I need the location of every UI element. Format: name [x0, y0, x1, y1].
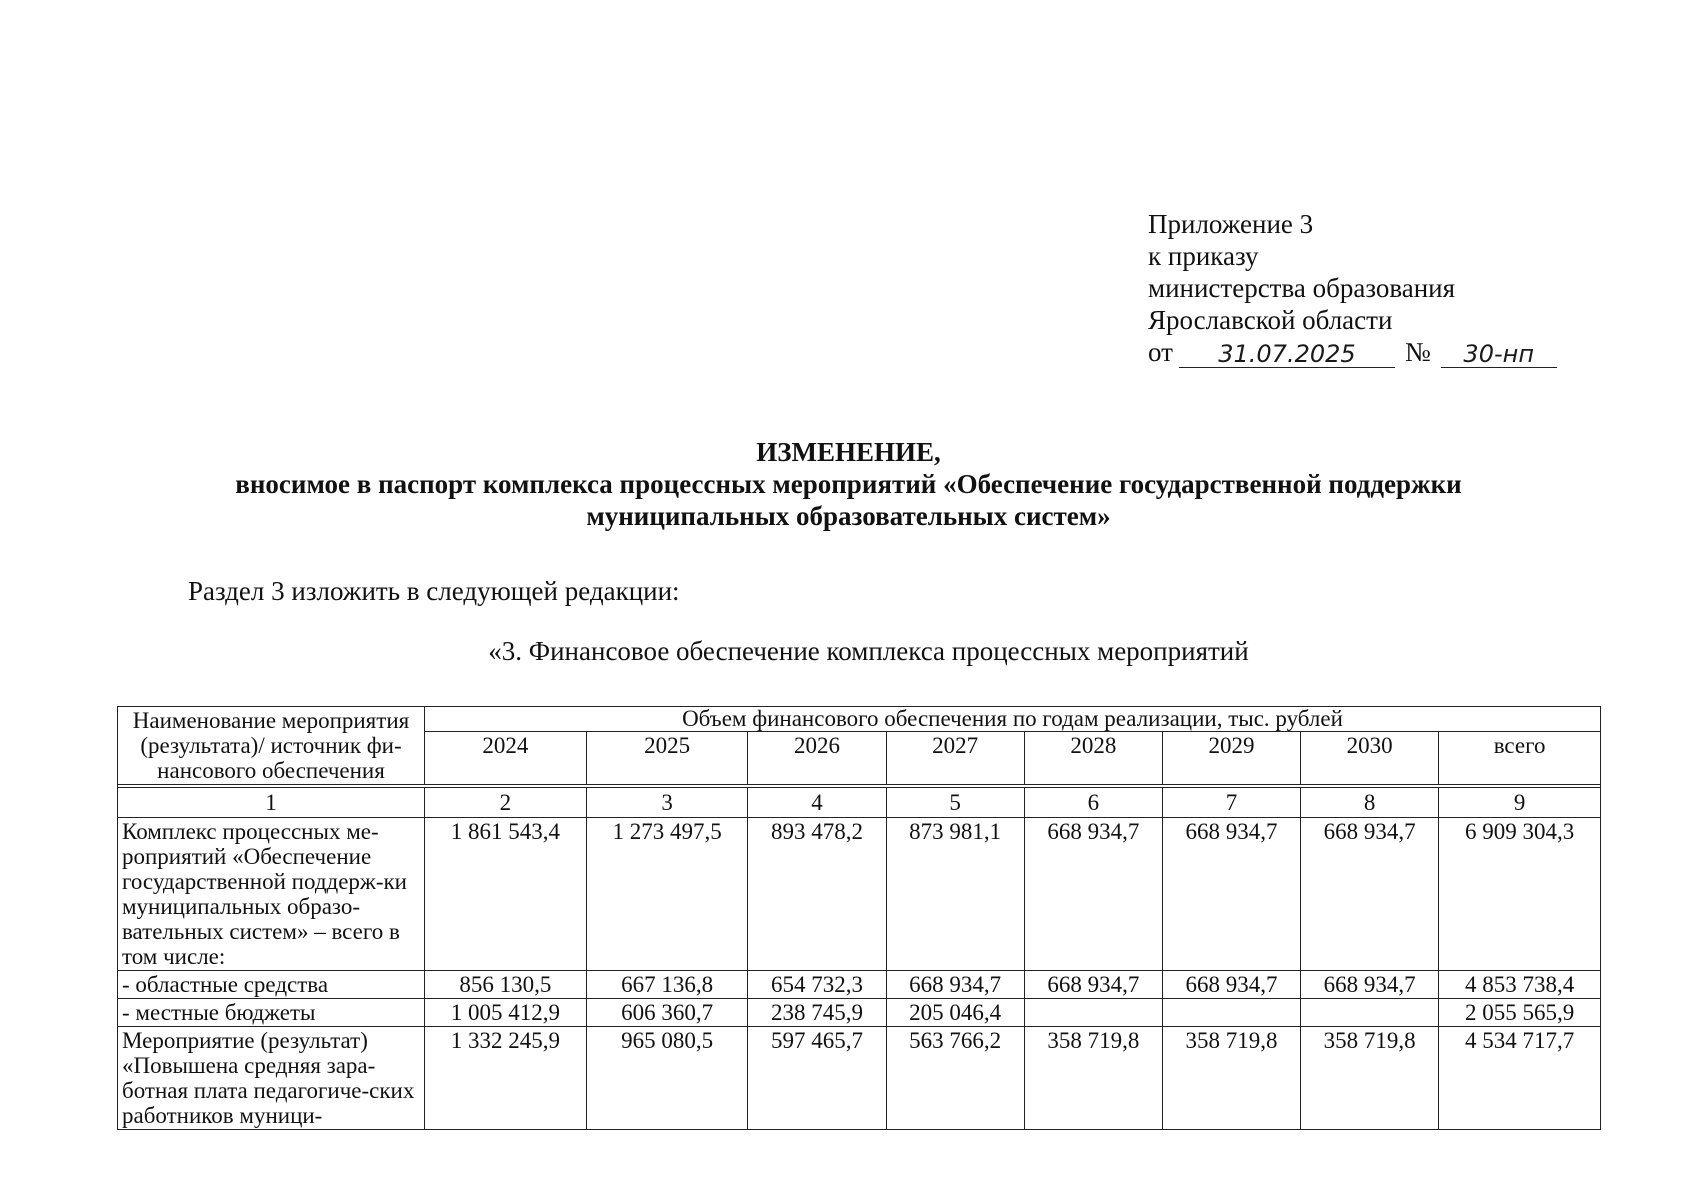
- table-row: [118, 1027, 1601, 1130]
- table-row: [118, 999, 1601, 1027]
- year-header: 2026: [748, 732, 886, 785]
- value-cell: [1162, 999, 1300, 1027]
- column-index-row: [118, 788, 1601, 818]
- table-row: [118, 971, 1601, 999]
- value-cell: 668 934,7: [1024, 818, 1162, 971]
- value-cell: 668 934,7: [1162, 818, 1300, 971]
- total-cell: 4 853 738,4: [1439, 971, 1601, 999]
- column-index: 8: [1301, 788, 1439, 818]
- order-date-number-line: [1148, 336, 1557, 368]
- value-cell: 654 732,3: [748, 971, 886, 999]
- column-index: 6: [1024, 788, 1162, 818]
- title-subtitle-line: вносимое в паспорт комплекса процессных мероприятий «Обеспечение государственной поддержки: [235, 469, 1462, 499]
- column-index: 5: [886, 788, 1024, 818]
- intro-text: Раздел 3 изложить в следующей редакции:: [188, 576, 680, 606]
- value-cell: [1301, 999, 1439, 1027]
- appendix-line: Ярославской области: [1148, 305, 1393, 335]
- value-cell: 358 719,8: [1024, 1027, 1162, 1130]
- date-prefix: от: [1148, 337, 1173, 367]
- number-prefix: №: [1404, 337, 1431, 367]
- column-index: 4: [748, 788, 886, 818]
- value-cell: 873 981,1: [886, 818, 1024, 971]
- value-cell: 563 766,2: [886, 1027, 1024, 1130]
- year-header: 2030: [1301, 732, 1439, 785]
- column-index: 9: [1439, 788, 1601, 818]
- column-header-volume: Объем финансового обеспечения по годам реализации, тыс. рублей: [425, 707, 1601, 732]
- row-name: Мероприятие (результат) «Повышена средняя зара-ботная плата педагогиче-ских работников муници-: [118, 1027, 425, 1130]
- title-subtitle-line: муниципальных образовательных систем»: [586, 501, 1111, 531]
- value-cell: 358 719,8: [1162, 1027, 1300, 1130]
- value-cell: 205 046,4: [886, 999, 1024, 1027]
- total-cell: 6 909 304,3: [1439, 818, 1601, 971]
- appendix-line: министерства образования: [1148, 273, 1456, 303]
- value-cell: 606 360,7: [586, 999, 748, 1027]
- total-cell: 2 055 565,9: [1439, 999, 1601, 1027]
- handwritten-date: 31.07.2025: [1179, 341, 1395, 368]
- document-title: [0, 436, 1697, 532]
- table-row: [118, 818, 1601, 971]
- handwritten-number: 30-нп: [1441, 341, 1557, 368]
- column-index: 7: [1162, 788, 1300, 818]
- value-cell: 668 934,7: [1162, 971, 1300, 999]
- value-cell: 1 861 543,4: [425, 818, 587, 971]
- appendix-line: к приказу: [1148, 241, 1259, 271]
- total-header: всего: [1439, 732, 1601, 785]
- section-title: «3. Финансовое обеспечение комплекса процессных мероприятий: [488, 636, 1249, 666]
- row-name: Комплекс процессных ме-роприятий «Обеспечение государственной поддерж-ки муниципальных образо-вательных систем» – всего в том числе:: [118, 818, 425, 971]
- column-index: 2: [425, 788, 587, 818]
- value-cell: 667 136,8: [586, 971, 748, 999]
- year-header: 2028: [1024, 732, 1162, 785]
- value-cell: 1 273 497,5: [586, 818, 748, 971]
- total-cell: 4 534 717,7: [1439, 1027, 1601, 1130]
- value-cell: 856 130,5: [425, 971, 587, 999]
- value-cell: 668 934,7: [1301, 818, 1439, 971]
- column-index: 1: [118, 788, 425, 818]
- value-cell: 1 332 245,9: [425, 1027, 587, 1130]
- value-cell: 668 934,7: [1024, 971, 1162, 999]
- value-cell: 238 745,9: [748, 999, 886, 1027]
- value-cell: 893 478,2: [748, 818, 886, 971]
- year-header: 2029: [1162, 732, 1300, 785]
- financing-table: [117, 706, 1601, 1130]
- value-cell: 358 719,8: [1301, 1027, 1439, 1130]
- title-heading: ИЗМЕНЕНИЕ,: [756, 437, 941, 467]
- table-header-row: [118, 707, 1601, 732]
- value-cell: 668 934,7: [1301, 971, 1439, 999]
- appendix-block: [1148, 208, 1557, 368]
- appendix-line: Приложение 3: [1148, 209, 1314, 239]
- year-header: 2027: [886, 732, 1024, 785]
- value-cell: 1 005 412,9: [425, 999, 587, 1027]
- value-cell: 597 465,7: [748, 1027, 886, 1130]
- column-index: 3: [586, 788, 748, 818]
- column-header-name: Наименование мероприятия (результата)/ источник фи-нансового обеспечения: [118, 707, 425, 785]
- value-cell: 965 080,5: [586, 1027, 748, 1130]
- row-name: - областные средства: [118, 971, 425, 999]
- value-cell: [1024, 999, 1162, 1027]
- year-header: 2024: [425, 732, 587, 785]
- year-header: 2025: [586, 732, 748, 785]
- row-name: - местные бюджеты: [118, 999, 425, 1027]
- value-cell: 668 934,7: [886, 971, 1024, 999]
